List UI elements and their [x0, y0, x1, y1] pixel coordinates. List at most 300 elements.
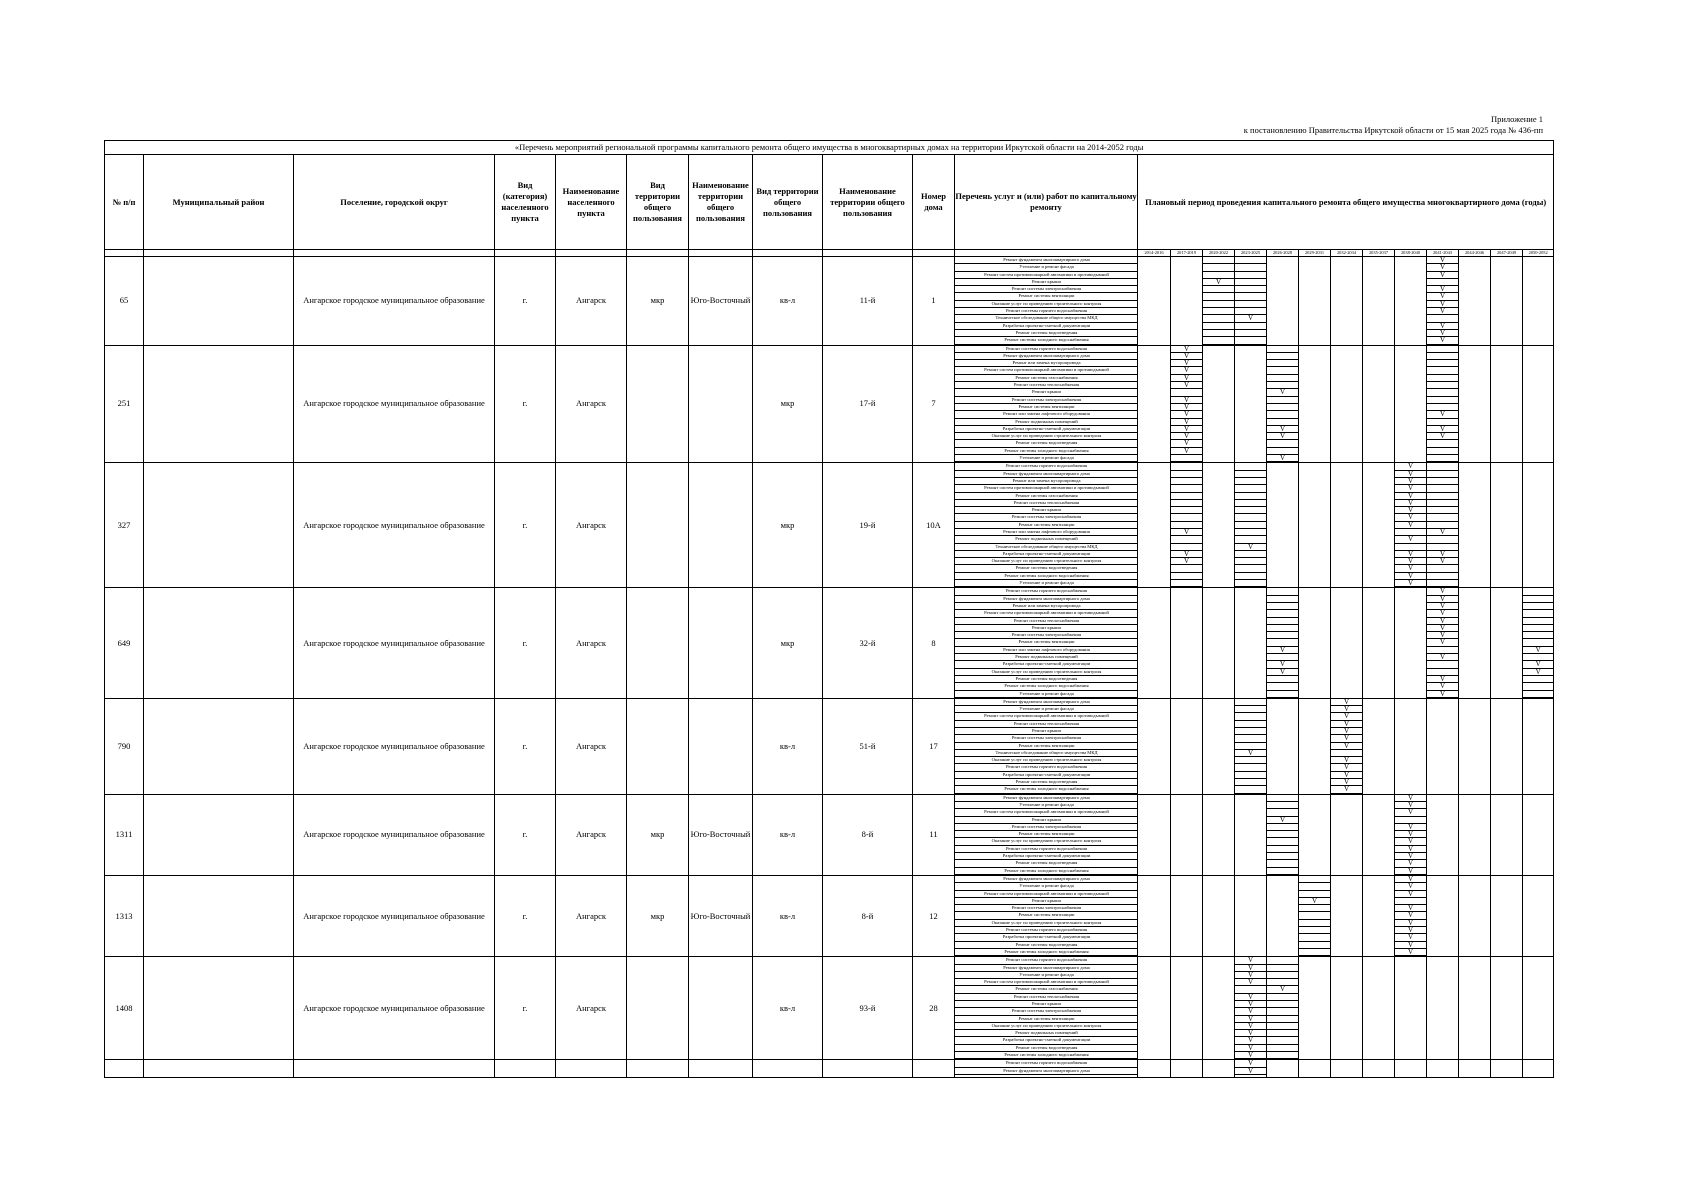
empty-mark-slot [1235, 786, 1266, 793]
work-item: Ремонт фундамента многоквартирного дома [955, 699, 1137, 706]
check-mark: V [1427, 308, 1458, 315]
check-mark: V [1427, 330, 1458, 337]
work-item: Ремонт системы теплоснабжения [955, 994, 1137, 1001]
check-mark: V [1235, 544, 1266, 551]
empty-mark-slot [1267, 802, 1298, 809]
work-item: Техническое обследование общего имущества МКД [955, 315, 1137, 322]
work-item: Ремонт систем противопожарной автоматики и противодымной [955, 367, 1137, 374]
work-item: Ремонт системы вентиляции [955, 404, 1137, 411]
year-cell [1235, 875, 1267, 956]
empty-mark-slot [1523, 683, 1553, 690]
check-mark: V [1395, 507, 1426, 514]
row-works-list [955, 698, 1138, 794]
row-locality-type: г. [495, 345, 556, 463]
empty-mark-slot [1427, 389, 1458, 396]
row-territory-name: Юго-Восточный [689, 257, 753, 346]
empty-mark-slot [1171, 485, 1202, 492]
year-cell [1523, 875, 1554, 956]
year-cell [1267, 257, 1299, 346]
check-mark: V [1267, 986, 1298, 993]
table-title: «Перечень мероприятий региональной программы капитального ремонта общего имущества в многоквартирных домах на территории Иркутской области на 2014-2052 годы [105, 141, 1554, 155]
work-item: Ремонт системы вентиляции [955, 912, 1137, 919]
empty-mark-slot [1267, 1016, 1298, 1023]
check-mark: V [1427, 411, 1458, 418]
years-spacer [556, 250, 627, 257]
work-item: Ремонт фундамента многоквартирного дома [955, 876, 1137, 883]
row-district [144, 1060, 294, 1078]
check-mark: V [1395, 912, 1426, 919]
year-cell [1491, 588, 1523, 698]
year-cell [1427, 794, 1459, 875]
work-item: Оказание услуг по проведению строительного контроля [955, 1023, 1137, 1030]
row-settlement: Ангарское городское муниципальное образование [294, 698, 495, 794]
row-territory-name-2: 32-й [823, 588, 913, 698]
row-territory-name [689, 698, 753, 794]
row-house-number: 10А [913, 463, 955, 588]
check-mark: V [1395, 853, 1426, 860]
check-mark: V [1235, 1008, 1266, 1015]
row-locality-type [495, 1060, 556, 1078]
check-mark: V [1395, 876, 1426, 883]
year-cell [1331, 794, 1363, 875]
empty-mark-slot [1267, 1045, 1298, 1052]
row-territory-type [627, 345, 689, 463]
year-cell [1331, 957, 1363, 1060]
empty-mark-slot [1427, 463, 1458, 470]
year-cell [1267, 875, 1299, 956]
row-works-list [955, 794, 1138, 875]
year-cell [1363, 588, 1395, 698]
check-mark: V [1331, 721, 1362, 728]
table-row [105, 698, 1554, 794]
check-mark: V [1395, 891, 1426, 898]
row-territory-name-2: 93-й [823, 957, 913, 1060]
empty-mark-slot [1267, 1030, 1298, 1037]
work-item: Ремонт системы вентиляции [955, 1016, 1137, 1023]
appendix-note [1244, 114, 1543, 136]
empty-mark-slot [1203, 330, 1234, 337]
year-cell [1235, 698, 1267, 794]
year-cell [1491, 698, 1523, 794]
row-territory-type: мкр [627, 257, 689, 346]
row-territory-name [689, 957, 753, 1060]
year-cell [1459, 257, 1491, 346]
year-cell [1267, 794, 1299, 875]
empty-mark-slot [1171, 514, 1202, 521]
year-cell [1395, 257, 1427, 346]
row-territory-name [689, 463, 753, 588]
empty-mark-slot [1427, 360, 1458, 367]
work-item: Ремонт систем противопожарной автоматики и противодымной [955, 485, 1137, 492]
row-works-list [955, 1060, 1138, 1078]
empty-mark-slot [1299, 949, 1330, 956]
check-mark: V [1235, 1045, 1266, 1052]
table-row [105, 794, 1554, 875]
check-mark: V [1427, 632, 1458, 639]
year-cell [1138, 588, 1171, 698]
work-item: Утепление и ремонт фасада [955, 455, 1137, 462]
year-cell [1299, 957, 1331, 1060]
year-cell [1395, 875, 1427, 956]
year-cell [1171, 1060, 1203, 1078]
year-cell [1171, 794, 1203, 875]
work-item: Утепление и ремонт фасада [955, 972, 1137, 979]
empty-mark-slot [1267, 360, 1298, 367]
check-mark: V [1427, 257, 1458, 264]
year-cell [1299, 794, 1331, 875]
empty-mark-slot [1235, 514, 1266, 521]
row-locality-name: Ангарск [556, 875, 627, 956]
check-mark: V [1427, 588, 1458, 595]
work-item: Ремонт системы электроснабжения [955, 397, 1137, 404]
check-mark: V [1427, 286, 1458, 293]
empty-mark-slot [1171, 507, 1202, 514]
year-cell [1138, 698, 1171, 794]
empty-mark-slot [1235, 478, 1266, 485]
row-district [144, 345, 294, 463]
check-mark: V [1235, 1052, 1266, 1059]
check-mark: V [1395, 883, 1426, 890]
year-cell [1491, 257, 1523, 346]
check-mark: V [1523, 647, 1553, 654]
empty-mark-slot [1171, 565, 1202, 572]
year-cell [1363, 698, 1395, 794]
empty-mark-slot [1267, 838, 1298, 845]
check-mark: V [1267, 426, 1298, 433]
check-mark: V [1267, 433, 1298, 440]
row-territory-name: Юго-Восточный [689, 875, 753, 956]
work-item: Разработка проектно-сметной документации [955, 426, 1137, 433]
check-mark: V [1395, 905, 1426, 912]
check-mark: V [1427, 639, 1458, 646]
check-mark: V [1267, 661, 1298, 668]
work-item: Ремонт системы горячего водоснабжения [955, 308, 1137, 315]
check-mark: V [1395, 565, 1426, 572]
check-mark: V [1427, 691, 1458, 698]
work-item: Ремонт систем противопожарной автоматики и противодымной [955, 272, 1137, 279]
work-item: Ремонт системы горячего водоснабжения [955, 764, 1137, 771]
empty-mark-slot [1235, 272, 1266, 279]
check-mark: V [1171, 558, 1202, 565]
row-locality-name: Ангарск [556, 957, 627, 1060]
empty-mark-slot [1427, 565, 1458, 572]
work-item: Ремонт системы холодного водоснабжения [955, 868, 1137, 875]
check-mark: V [1235, 972, 1266, 979]
year-cell [1235, 794, 1267, 875]
row-locality-name: Ангарск [556, 794, 627, 875]
work-item: Ремонт подвальных помещений [955, 419, 1137, 426]
year-period-header: 2023-2025 [1235, 250, 1267, 257]
row-settlement: Ангарское городское муниципальное образование [294, 257, 495, 346]
empty-mark-slot [1235, 507, 1266, 514]
year-cell [1267, 588, 1299, 698]
year-cell [1491, 1060, 1523, 1078]
empty-mark-slot [1267, 625, 1298, 632]
empty-mark-slot [1235, 713, 1266, 720]
empty-mark-slot [1427, 375, 1458, 382]
row-territory-type [627, 463, 689, 588]
year-cell [1395, 588, 1427, 698]
check-mark: V [1427, 683, 1458, 690]
check-mark: V [1395, 868, 1426, 875]
table-row [105, 345, 1554, 463]
check-mark: V [1331, 779, 1362, 786]
check-mark: V [1395, 573, 1426, 580]
row-territory-type: мкр [627, 875, 689, 956]
work-item: Разработка проектно-сметной документации [955, 661, 1137, 668]
empty-mark-slot [1267, 683, 1298, 690]
work-item: Ремонт системы электроснабжения [955, 514, 1137, 521]
year-cell [1395, 698, 1427, 794]
row-locality-name: Ангарск [556, 588, 627, 698]
work-item: Техническое обследование общего имущества МКД [955, 750, 1137, 757]
year-cell [1299, 463, 1331, 588]
header-settlement: Поселение, городской округ [294, 155, 495, 250]
year-period-header: 2044-2046 [1459, 250, 1491, 257]
check-mark: V [1171, 433, 1202, 440]
row-territory-type [627, 1060, 689, 1078]
check-mark: V [1427, 596, 1458, 603]
check-mark: V [1331, 764, 1362, 771]
row-territory-type-2: мкр [753, 463, 823, 588]
row-number: 649 [105, 588, 144, 698]
check-mark: V [1427, 337, 1458, 344]
empty-mark-slot [1427, 455, 1458, 462]
year-cell [1427, 1060, 1459, 1078]
year-period-header: 2032-2034 [1331, 250, 1363, 257]
empty-mark-slot [1235, 551, 1266, 558]
work-item: Ремонт системы холодного водоснабжения [955, 786, 1137, 793]
empty-mark-slot [1235, 735, 1266, 742]
year-cell [1171, 698, 1203, 794]
year-cell [1203, 588, 1235, 698]
work-item: Ремонт системы вентиляции [955, 293, 1137, 300]
row-settlement: Ангарское городское муниципальное образование [294, 463, 495, 588]
row-territory-type-2: кв-л [753, 794, 823, 875]
header-plan-period: Плановый период проведения капитального ремонта общего имущества многоквартирного дома (годы) [1138, 155, 1554, 250]
work-item: Ремонт крыши [955, 1001, 1137, 1008]
year-cell [1299, 257, 1331, 346]
check-mark: V [1267, 389, 1298, 396]
empty-mark-slot [1203, 286, 1234, 293]
year-cell [1523, 345, 1554, 463]
work-item: Ремонт системы горячего водоснабжения [955, 957, 1137, 964]
table-row [105, 875, 1554, 956]
empty-mark-slot [1235, 565, 1266, 572]
check-mark: V [1395, 795, 1426, 802]
row-territory-name-2: 8-й [823, 875, 913, 956]
check-mark: V [1331, 743, 1362, 750]
row-territory-name-2: 8-й [823, 794, 913, 875]
check-mark: V [1171, 529, 1202, 536]
year-cell [1459, 794, 1491, 875]
check-mark: V [1235, 1037, 1266, 1044]
year-cell [1459, 698, 1491, 794]
check-mark: V [1171, 426, 1202, 433]
year-cell [1427, 588, 1459, 698]
work-item: Ремонт фундамента многоквартирного дома [955, 471, 1137, 478]
work-item: Утепление и ремонт фасада [955, 691, 1137, 698]
years-spacer [627, 250, 689, 257]
empty-mark-slot [1235, 580, 1266, 587]
work-item: Ремонт систем противопожарной автоматики и противодымной [955, 809, 1137, 816]
work-item: Ремонт системы водоотведения [955, 565, 1137, 572]
empty-mark-slot [1267, 632, 1298, 639]
row-territory-name-2 [823, 1060, 913, 1078]
years-spacer [689, 250, 753, 257]
check-mark: V [1395, 927, 1426, 934]
work-item: Ремонт фундамента многоквартирного дома [955, 1068, 1137, 1075]
check-mark: V [1427, 603, 1458, 610]
empty-mark-slot [1267, 411, 1298, 418]
years-spacer [495, 250, 556, 257]
year-period-header: 2050-2052 [1523, 250, 1554, 257]
work-item: Ремонт системы вентиляции [955, 522, 1137, 529]
empty-mark-slot [1267, 868, 1298, 875]
empty-mark-slot [1171, 478, 1202, 485]
work-item: Ремонт системы холодного водоснабжения [955, 683, 1137, 690]
empty-mark-slot [1235, 463, 1266, 470]
check-mark: V [1235, 1060, 1266, 1067]
empty-mark-slot [1235, 529, 1266, 536]
check-mark: V [1427, 293, 1458, 300]
work-item: Утепление и ремонт фасада [955, 264, 1137, 271]
empty-mark-slot [1235, 337, 1266, 344]
row-settlement: Ангарское городское муниципальное образование [294, 957, 495, 1060]
row-number: 1311 [105, 794, 144, 875]
work-item: Ремонт системы водоотведения [955, 779, 1137, 786]
check-mark: V [1395, 934, 1426, 941]
check-mark: V [1331, 713, 1362, 720]
year-cell [1299, 588, 1331, 698]
year-cell [1363, 345, 1395, 463]
check-mark: V [1395, 920, 1426, 927]
work-item: Ремонт или замена мусоропровода [955, 603, 1137, 610]
empty-mark-slot [1299, 920, 1330, 927]
work-item: Оказание услуг по проведению строительного контроля [955, 433, 1137, 440]
work-item: Ремонт системы электроснабжения [955, 735, 1137, 742]
empty-mark-slot [1427, 397, 1458, 404]
year-cell [1138, 345, 1171, 463]
row-locality-type: г. [495, 463, 556, 588]
empty-mark-slot [1267, 957, 1298, 964]
work-item: Ремонт системы водоотведения [955, 942, 1137, 949]
year-cell [1235, 463, 1267, 588]
table-row [105, 1060, 1554, 1078]
work-item: Ремонт системы газоснабжения [955, 986, 1137, 993]
check-mark: V [1171, 404, 1202, 411]
work-item: Ремонт системы горячего водоснабжения [955, 927, 1137, 934]
header-territory-name: Наименование территории общего пользования [689, 155, 753, 250]
year-cell [1523, 794, 1554, 875]
check-mark: V [1235, 1016, 1266, 1023]
work-item: Ремонт крыши [955, 817, 1137, 824]
year-cell [1235, 588, 1267, 698]
year-cell [1331, 345, 1363, 463]
empty-mark-slot [1171, 500, 1202, 507]
check-mark: V [1171, 411, 1202, 418]
check-mark: V [1427, 433, 1458, 440]
check-mark: V [1235, 1001, 1266, 1008]
appendix-line-1: Приложение 1 [1491, 114, 1543, 124]
year-cell [1171, 875, 1203, 956]
work-item: Ремонт системы водоотведения [955, 440, 1137, 447]
empty-mark-slot [1235, 764, 1266, 771]
work-item: Утепление и ремонт фасада [955, 706, 1137, 713]
work-item: Утепление и ремонт фасада [955, 580, 1137, 587]
row-territory-type-2: кв-л [753, 257, 823, 346]
row-territory-type-2: кв-л [753, 698, 823, 794]
check-mark: V [1171, 367, 1202, 374]
row-number: 1408 [105, 957, 144, 1060]
row-number: 790 [105, 698, 144, 794]
empty-mark-slot [1427, 573, 1458, 580]
year-cell [1138, 257, 1171, 346]
row-works-list [955, 588, 1138, 698]
year-cell [1491, 794, 1523, 875]
empty-mark-slot [1235, 493, 1266, 500]
empty-mark-slot [1267, 610, 1298, 617]
empty-mark-slot [1171, 536, 1202, 543]
empty-mark-slot [1235, 699, 1266, 706]
work-item: Ремонт крыши [955, 507, 1137, 514]
empty-mark-slot [1267, 1008, 1298, 1015]
header-territory-type: Вид территории общего пользования [627, 155, 689, 250]
year-cell [1203, 345, 1235, 463]
empty-mark-slot [1267, 860, 1298, 867]
check-mark: V [1427, 610, 1458, 617]
work-item: Ремонт системы вентиляции [955, 831, 1137, 838]
year-period-header: 2047-2049 [1491, 250, 1523, 257]
year-cell [1138, 957, 1171, 1060]
check-mark: V [1235, 965, 1266, 972]
year-cell [1491, 463, 1523, 588]
empty-mark-slot [1235, 301, 1266, 308]
empty-mark-slot [1267, 440, 1298, 447]
check-mark: V [1427, 654, 1458, 661]
check-mark: V [1331, 699, 1362, 706]
row-locality-type: г. [495, 794, 556, 875]
table-body [105, 257, 1554, 1078]
check-mark: V [1395, 802, 1426, 809]
work-item: Ремонт или замена лифтового оборудования [955, 647, 1137, 654]
year-cell [1203, 1060, 1235, 1078]
empty-mark-slot [1235, 706, 1266, 713]
year-cell [1203, 875, 1235, 956]
row-territory-type [627, 957, 689, 1060]
check-mark: V [1427, 529, 1458, 536]
check-mark: V [1395, 809, 1426, 816]
empty-mark-slot [1235, 330, 1266, 337]
empty-mark-slot [1299, 927, 1330, 934]
year-cell [1138, 794, 1171, 875]
empty-mark-slot [1235, 279, 1266, 286]
empty-mark-slot [1235, 522, 1266, 529]
work-item: Ремонт системы газоснабжения [955, 375, 1137, 382]
row-number: 65 [105, 257, 144, 346]
work-item: Оказание услуг по проведению строительного контроля [955, 558, 1137, 565]
header-district: Муниципальный район [144, 155, 294, 250]
empty-mark-slot [1267, 367, 1298, 374]
years-spacer [105, 250, 144, 257]
check-mark: V [1331, 772, 1362, 779]
check-mark: V [1235, 750, 1266, 757]
row-district [144, 588, 294, 698]
work-item: Разработка проектно-сметной документации [955, 551, 1137, 558]
work-item: Техническое обследование общего имущества МКД [955, 544, 1137, 551]
empty-mark-slot [1523, 632, 1553, 639]
years-spacer [955, 250, 1138, 257]
